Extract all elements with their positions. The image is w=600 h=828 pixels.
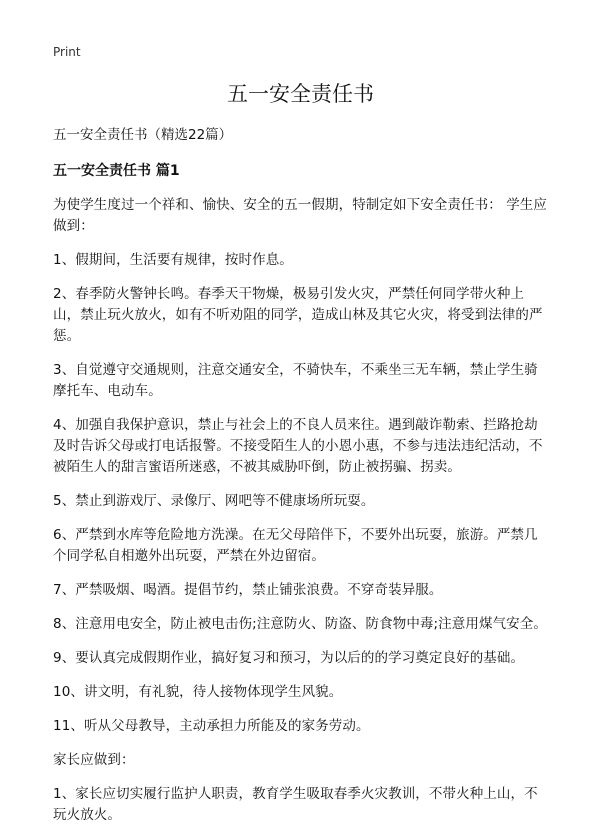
document-subtitle: 五一安全责任书（精选22篇） — [53, 127, 233, 143]
print-label: Print — [53, 45, 81, 59]
parents-heading: 家长应做到： — [53, 752, 135, 768]
parents-item-1: 1、家长应切实履行监护人职责，教育学生吸取春季火灾教训，不带火种上山，不玩火放火。 — [53, 786, 538, 823]
paragraph-item-5: 5、禁止到游戏厅、录像厅、网吧等不健康场所玩耍。 — [53, 493, 375, 509]
paragraph-item-7: 7、严禁吸烟、喝酒。提倡节约，禁止铺张浪费。不穿奇装异服。 — [53, 582, 443, 598]
paragraph-item-4: 4、加强自我保护意识，禁止与社会上的不良人员来往。遇到敲诈勒索、拦路抢劫及时告诉父母或打电话报警。不接受陌生人的小恩小惠，不参与违法违纪活动，不被陌生人的甜言蜜语所迷惑，不被其威胁吓倒，防止被拐骗、拐卖。 — [53, 417, 543, 475]
section-heading: 五一安全责任书 篇1 — [53, 163, 180, 179]
paragraph-intro: 为使学生度过一个祥和、愉快、安全的五一假期，特制定如下安全责任书： 学生应做到： — [53, 197, 547, 234]
paragraph-item-2: 2、春季防火警钟长鸣。春季天干物燥，极易引发火灾，严禁任何同学带火种上山，禁止玩火放火，如有不听劝阻的同学，造成山林及其它火灾，将受到法律的严惩。 — [53, 286, 543, 344]
paragraph-item-3: 3、自觉遵守交通规则，注意交通安全，不骑快车，不乘坐三无车辆，禁止学生骑摩托车、电动车。 — [53, 362, 538, 399]
document-title: 五一安全责任书 — [227, 82, 374, 106]
paragraph-item-1: 1、假期间，生活要有规律，按时作息。 — [53, 252, 293, 268]
paragraph-item-6: 6、严禁到水库等危险地方洗澡。在无父母陪伴下，不要外出玩耍，旅游。严禁几个同学私自相邀外出玩耍，严禁在外边留宿。 — [53, 527, 538, 564]
paragraph-item-9: 9、要认真完成假期作业，搞好复习和预习，为以后的的学习奠定良好的基础。 — [53, 650, 525, 666]
paragraph-item-11: 11、听从父母教导，主动承担力所能及的家务劳动。 — [53, 718, 370, 734]
paragraph-item-10: 10、讲文明，有礼貌，待人接物体现学生风貌。 — [53, 684, 343, 700]
paragraph-item-8: 8、注意用电安全，防止被电击伤;注意防火、防盗、防食物中毒;注意用煤气安全。 — [53, 616, 547, 632]
